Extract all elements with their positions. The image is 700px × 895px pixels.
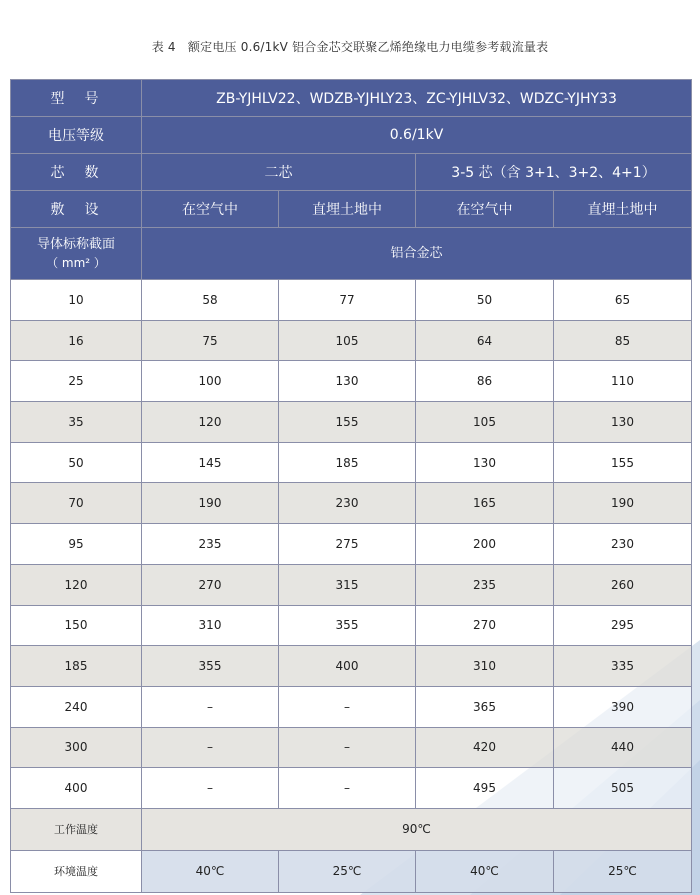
- value-cell: 310: [142, 605, 279, 646]
- section-cell: 50: [11, 442, 142, 483]
- value-cell: 130: [554, 402, 692, 443]
- value-cell: 230: [554, 524, 692, 565]
- value-cell: –: [279, 686, 416, 727]
- value-cell: 235: [142, 524, 279, 565]
- value-cell: 130: [416, 442, 554, 483]
- value-cell: 315: [279, 564, 416, 605]
- table-row: [11, 361, 692, 402]
- value-cell: 260: [554, 564, 692, 605]
- value-cell: 420: [416, 727, 554, 768]
- value-cell: 64: [416, 320, 554, 361]
- value-cell: 190: [142, 483, 279, 524]
- table-caption: 表 4 额定电压 0.6/1kV 铝合金芯交联聚乙烯绝缘电力电缆参考载流量表: [151, 40, 549, 54]
- value-cell: –: [279, 768, 416, 809]
- value-cell: 505: [554, 768, 692, 809]
- value-cell: 495: [416, 768, 554, 809]
- table-row: [11, 564, 692, 605]
- table-row: [11, 524, 692, 565]
- table-row: [11, 646, 692, 687]
- section-cell: 185: [11, 646, 142, 687]
- value-cell: 145: [142, 442, 279, 483]
- value-cell: –: [142, 727, 279, 768]
- table-row: [11, 686, 692, 727]
- value-cell: –: [142, 768, 279, 809]
- value-cell: 270: [416, 605, 554, 646]
- value-cell: 58: [142, 280, 279, 321]
- value-cell: –: [279, 727, 416, 768]
- value-cell: 335: [554, 646, 692, 687]
- value-cell: 355: [279, 605, 416, 646]
- value-cell: 295: [554, 605, 692, 646]
- value-cell: –: [142, 686, 279, 727]
- laying-soil-2core: 直埋土地中: [279, 191, 416, 228]
- section-cell: 95: [11, 524, 142, 565]
- ambient-temp-value: 25℃: [279, 850, 416, 892]
- voltage-label: 电压等级: [11, 117, 142, 154]
- table-row: [11, 483, 692, 524]
- header-row-laying: [11, 191, 692, 228]
- value-cell: 230: [279, 483, 416, 524]
- cores-multi: 3-5 芯（含 3+1、3+2、4+1）: [416, 154, 692, 191]
- section-label: [11, 228, 142, 280]
- table-row: [11, 320, 692, 361]
- ambient-temp-value: 40℃: [142, 850, 279, 892]
- cores-two: 二芯: [142, 154, 416, 191]
- header-row-voltage: [11, 117, 692, 154]
- laying-air-2core: 在空气中: [142, 191, 279, 228]
- table-row: [11, 442, 692, 483]
- model-value: ZB-YJHLV22、WDZB-YJHLY23、ZC-YJHLV32、WDZC-YJHY33: [142, 80, 692, 117]
- value-cell: 185: [279, 442, 416, 483]
- value-cell: 355: [142, 646, 279, 687]
- section-cell: 400: [11, 768, 142, 809]
- ambient-temp-label: 环境温度: [11, 850, 142, 892]
- value-cell: 110: [554, 361, 692, 402]
- value-cell: 275: [279, 524, 416, 565]
- value-cell: 65: [554, 280, 692, 321]
- ambient-temp-value: 25℃: [554, 850, 692, 892]
- value-cell: 270: [142, 564, 279, 605]
- section-cell: 10: [11, 280, 142, 321]
- header-row-cores: [11, 154, 692, 191]
- value-cell: 130: [279, 361, 416, 402]
- value-cell: 105: [279, 320, 416, 361]
- laying-air-multicore: 在空气中: [416, 191, 554, 228]
- value-cell: 365: [416, 686, 554, 727]
- value-cell: 440: [554, 727, 692, 768]
- value-cell: 75: [142, 320, 279, 361]
- section-cell: 25: [11, 361, 142, 402]
- value-cell: 120: [142, 402, 279, 443]
- section-label-line2: （ mm² ）: [46, 255, 106, 270]
- ampacity-table: [10, 79, 692, 893]
- conductor-value: 铝合金芯: [142, 228, 692, 280]
- table-row: [11, 727, 692, 768]
- table-row: [11, 768, 692, 809]
- value-cell: 155: [279, 402, 416, 443]
- value-cell: 105: [416, 402, 554, 443]
- cores-label: 芯 数: [11, 154, 142, 191]
- value-cell: 86: [416, 361, 554, 402]
- section-cell: 150: [11, 605, 142, 646]
- laying-label: 敷 设: [11, 191, 142, 228]
- value-cell: 155: [554, 442, 692, 483]
- work-temp-value: 90℃: [142, 808, 692, 850]
- model-label: 型 号: [11, 80, 142, 117]
- voltage-value: 0.6/1kV: [142, 117, 692, 154]
- value-cell: 100: [142, 361, 279, 402]
- value-cell: 235: [416, 564, 554, 605]
- value-cell: 400: [279, 646, 416, 687]
- table-row: [11, 280, 692, 321]
- value-cell: 200: [416, 524, 554, 565]
- section-label-line1: 导体标称截面: [36, 236, 115, 252]
- section-cell: 70: [11, 483, 142, 524]
- section-cell: 240: [11, 686, 142, 727]
- section-cell: 16: [11, 320, 142, 361]
- section-cell: 300: [11, 727, 142, 768]
- table-row: [11, 605, 692, 646]
- header-row-section: [11, 228, 692, 280]
- work-temp-row: [11, 808, 692, 850]
- laying-soil-multicore: 直埋土地中: [554, 191, 692, 228]
- ambient-temp-value: 40℃: [416, 850, 554, 892]
- value-cell: 190: [554, 483, 692, 524]
- header-row-model: [11, 80, 692, 117]
- section-cell: 35: [11, 402, 142, 443]
- work-temp-label: 工作温度: [11, 808, 142, 850]
- value-cell: 390: [554, 686, 692, 727]
- value-cell: 310: [416, 646, 554, 687]
- ambient-temp-row: [11, 850, 692, 892]
- value-cell: 85: [554, 320, 692, 361]
- value-cell: 50: [416, 280, 554, 321]
- value-cell: 77: [279, 280, 416, 321]
- table-row: [11, 402, 692, 443]
- value-cell: 165: [416, 483, 554, 524]
- section-cell: 120: [11, 564, 142, 605]
